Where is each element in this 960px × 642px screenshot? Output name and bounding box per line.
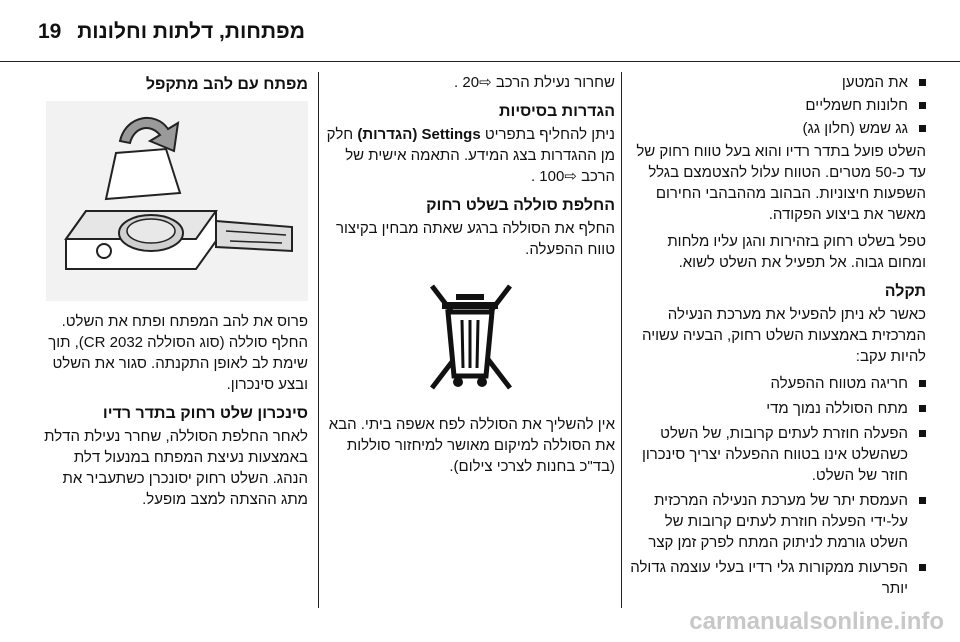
care-paragraph: טפל בשלט רחוק בזהירות והגן עליו מלחות ומחום גבוה. אל תפעיל את השלט לשוא.: [667, 233, 926, 271]
list-item: מתח הסוללה נמוך מדי: [630, 398, 926, 419]
basic-settings-heading: הגדרות בסיסיות: [499, 103, 615, 120]
feature-list: [630, 72, 926, 139]
page-reference-icon: ⇨: [479, 74, 492, 91]
basic-settings-paragraph: ניתן להחליף בתפריט Settings (הגדרות) חלק מן ההגדרות בצג המידע. התאמה אישית של הרכב ⇨. 100: [326, 126, 615, 185]
list-item: חלונות חשמליים: [630, 95, 926, 116]
bullet-icon: [919, 380, 926, 387]
key-heading: מפתח עם להב מתקפל: [145, 76, 308, 93]
battery-heading: החלפת סוללה בשלט רחוק: [426, 197, 615, 214]
bullet-icon: [919, 497, 926, 504]
fault-heading: תקלה: [884, 283, 926, 300]
sync-paragraph: לאחר החלפת הסוללה, שחרר נעילת הדלת באמצעות נעיצת המפתח במנעול דלת הנהג. השלט רחוק יסונכרן כשתעביר את מתג ההצתה למצב מופעל.: [44, 428, 308, 508]
page-reference-icon: ⇨: [564, 168, 577, 185]
bullet-icon: [919, 102, 926, 109]
key-fob-illustration: [46, 101, 308, 301]
fault-list: [630, 373, 926, 599]
range-paragraph: השלט פועל בתדר רדיו והוא בעל טווח רחוק של עד כ-50 מטרים. הטווח עלול להצטמצם בגלל השפעות חיצוניות. הבהוב מההבהבי החירום מאשר את ביצוע הפקודה.: [636, 143, 926, 223]
list-item: הפרעות ממקורות גלי רדיו בעלי עוצמה גדולה יותר: [630, 557, 926, 599]
disposal-paragraph: אין להשליך את הסוללה לפח אשפה ביתי. הבא את הסוללה למיקום מאושר למיחזור סוללות (בד"כ בחנות לצרכי צילום).: [328, 416, 615, 475]
unlock-reference: שחרור נעילת הרכב ⇨. 20: [454, 74, 615, 91]
disposal-symbol: [325, 276, 615, 400]
list-item: גג שמש (חלון גג): [630, 118, 926, 139]
page-title: מפתחות, דלתות וחלונות: [77, 20, 305, 43]
crossed-bin-icon: [418, 276, 522, 394]
instruction-paragraph: פרוס את להב המפתח ופתח את השלט. החלף סוללה (סוג הסוללה CR 2032), תוך שימת לב לאופן התקנתה. סגור את השלט ובצע סינכרון.: [48, 313, 308, 393]
watermark: carmanualsonline.info: [689, 608, 944, 635]
column-divider: [621, 72, 622, 608]
page-number: 19: [38, 20, 62, 43]
sync-heading: סינכרון שלט רחוק בתדר רדיו: [102, 405, 308, 422]
left-column: [38, 72, 308, 608]
bullet-icon: [919, 79, 926, 86]
battery-paragraph: החלף את הסוללה ברגע שאתה מבחין בקיצור טווח ההפעלה.: [335, 220, 615, 258]
list-item: הפעלה חוזרת לעתים קרובות, של השלט כשהשלט אינו בטווח ההפעלה יצריך סינכרון חוזר של השלט.: [630, 423, 926, 486]
bullet-icon: [919, 125, 926, 132]
list-item: העמסת יתר של מערכת הנעילה המרכזית על-ידי הפעלה חוזרת לעתים קרובות של השלט גורמת לניתוק המתח לפרק זמן קצר: [630, 490, 926, 553]
bullet-icon: [919, 564, 926, 571]
fault-intro: כאשר לא ניתן להפעיל את מערכת הנעילה המרכזית באמצעות השלט רחוק, הבעיה עשויה להיות עקב:: [642, 306, 926, 365]
column-divider: [318, 72, 319, 608]
key-battery-illustration: [46, 101, 308, 301]
middle-column: [325, 72, 615, 608]
settings-term: Settings: [421, 126, 481, 143]
page-header: [0, 0, 960, 62]
bullet-icon: [919, 405, 926, 412]
bullet-icon: [919, 430, 926, 437]
right-column: [630, 72, 926, 608]
list-item: את המטען: [630, 72, 926, 93]
list-item: חריגה מטווח ההפעלה: [630, 373, 926, 394]
